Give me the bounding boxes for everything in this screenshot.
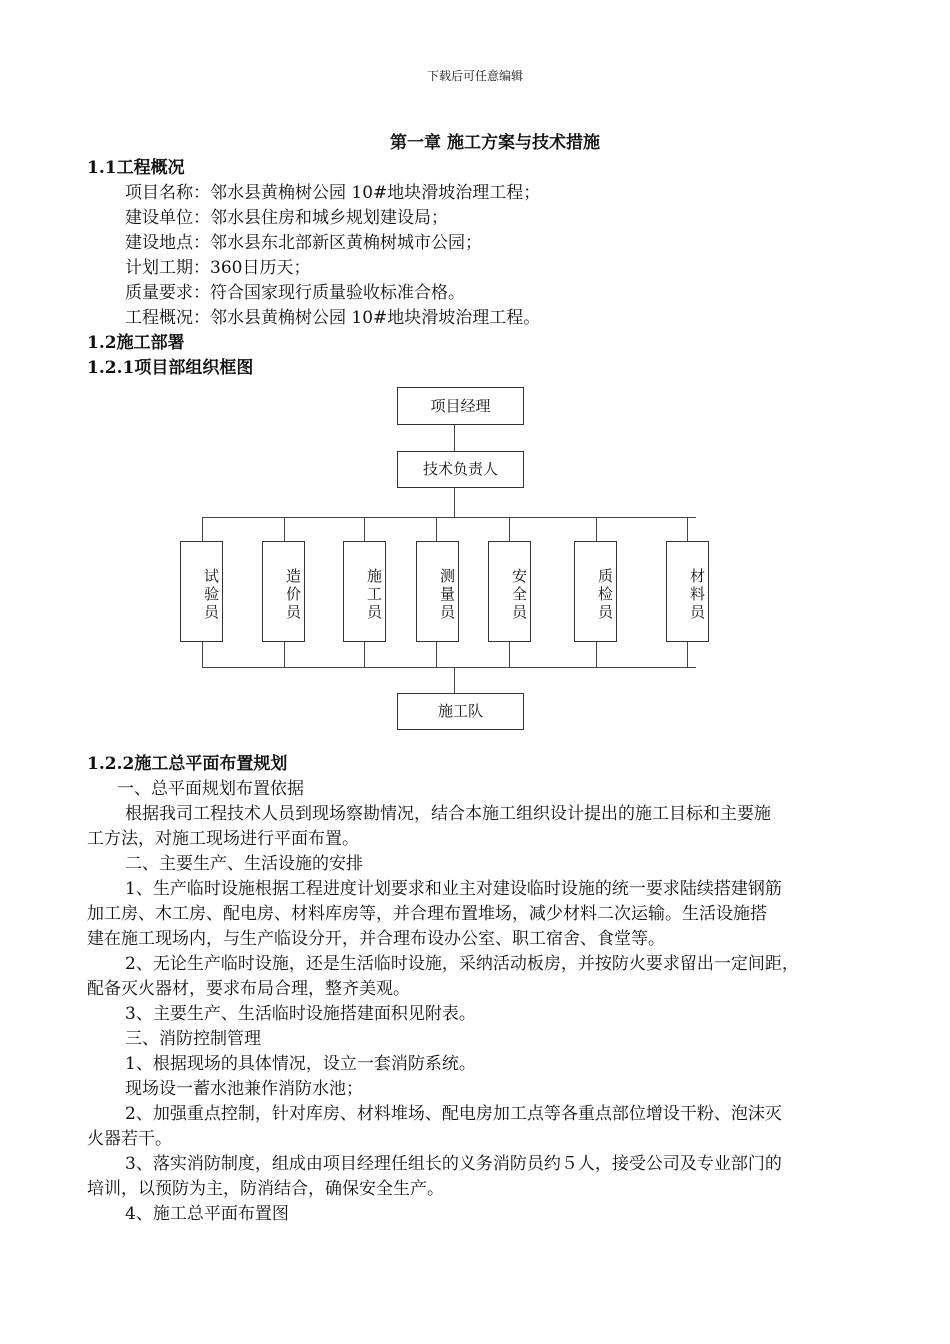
connector-line [687, 517, 688, 542]
connector-line [364, 641, 365, 667]
paragraph-line: 一、总平面规划布置依据 [117, 779, 304, 799]
org-box-surveyor: 测量员 [416, 541, 459, 642]
section-1-2-1-title: 1.2.1项目部组织框图 [87, 358, 254, 378]
connector-line [284, 517, 285, 542]
connector-line [509, 641, 510, 667]
connector-line [509, 517, 510, 542]
connector-line [454, 487, 455, 517]
duration-line: 计划工期：360日历天； [125, 258, 311, 278]
connector-line [202, 517, 203, 542]
paragraph-line: 2、无论生产临时设施，还是生活临时设施，采纳活动板房，并按防火要求留出一定间距， [125, 954, 799, 974]
org-box-manager: 项目经理 [397, 387, 524, 425]
paragraph-line: 根据我司工程技术人员到现场察勘情况，结合本施工组织设计提出的施工目标和主要施 [125, 804, 771, 824]
connector-line [687, 641, 688, 667]
paragraph-line: 培训，以预防为主，防消结合，确保安全生产。 [87, 1179, 444, 1199]
paragraph-line: 1、根据现场的具体情况，设立一套消防系统。 [125, 1054, 476, 1074]
connector-line [202, 517, 696, 518]
org-box-construction-team: 施工队 [397, 693, 524, 730]
paragraph-line: 2、加强重点控制，针对库房、材料堆场、配电房加工点等各重点部位增设干粉、泡沫灭 [125, 1104, 782, 1124]
connector-line [596, 641, 597, 667]
section-1-1-title: 1.1工程概况 [87, 158, 185, 178]
connector-line [284, 641, 285, 667]
location-line: 建设地点：邻水县东北部新区黄桷树城市公园； [125, 233, 482, 253]
paragraph-line: 加工房、木工房、配电房、材料库房等，并合理布置堆场，减少材料二次运输。生活设施搭 [87, 904, 767, 924]
org-box-materials-officer: 材料员 [666, 541, 709, 642]
connector-line [596, 517, 597, 542]
paragraph-line: 火器若干。 [87, 1129, 172, 1149]
connector-line [454, 424, 455, 452]
org-box-safety-officer: 安全员 [488, 541, 531, 642]
connector-line [364, 517, 365, 542]
org-box-quality-inspector: 质检员 [574, 541, 617, 642]
project-name-line: 项目名称：邻水县黄桷树公园 10#地块滑坡治理工程； [125, 183, 541, 203]
owner-line: 建设单位：邻水县住房和城乡规划建设局； [125, 208, 448, 228]
section-1-2-2-title: 1.2.2施工总平面布置规划 [87, 754, 288, 774]
paragraph-line: 建在施工现场内，与生产临设分开，并合理布设办公室、职工宿舍、食堂等。 [87, 929, 665, 949]
paragraph-line: 三、消防控制管理 [125, 1029, 261, 1049]
overview-line: 工程概况：邻水县黄桷树公园 10#地块滑坡治理工程。 [125, 308, 541, 328]
connector-line [454, 667, 455, 694]
paragraph-line: 配备灭火器材，要求布局合理，整齐美观。 [87, 979, 410, 999]
paragraph-line: 现场设一蓄水池兼作消防水池； [125, 1079, 363, 1099]
org-box-cost-estimator: 造价员 [262, 541, 305, 642]
paragraph-line: 3、主要生产、生活临时设施搭建面积见附表。 [125, 1004, 476, 1024]
section-1-2-title: 1.2施工部署 [87, 333, 185, 353]
connector-line [202, 641, 203, 667]
connector-line [436, 517, 437, 542]
paragraph-line: 1、生产临时设施根据工程进度计划要求和业主对建设临时设施的统一要求陆续搭建钢筋 [125, 879, 782, 899]
org-box-construction-worker: 施工员 [343, 541, 386, 642]
quality-line: 质量要求：符合国家现行质量验收标准合格。 [125, 283, 465, 303]
header-note: 下载后可任意编辑 [426, 69, 523, 83]
paragraph-line: 工方法，对施工现场进行平面布置。 [87, 829, 359, 849]
connector-line [202, 667, 696, 668]
paragraph-line: 4、施工总平面布置图 [125, 1204, 289, 1224]
connector-line [436, 641, 437, 667]
paragraph-line: 二、主要生产、生活设施的安排 [125, 854, 363, 874]
chapter-title: 第一章 施工方案与技术措施 [390, 133, 600, 153]
org-box-tester: 试验员 [180, 541, 223, 642]
org-box-tech-lead: 技术负责人 [397, 451, 524, 488]
paragraph-line: 3、落实消防制度，组成由项目经理任组长的义务消防员约５人，接受公司及专业部门的 [125, 1154, 782, 1174]
